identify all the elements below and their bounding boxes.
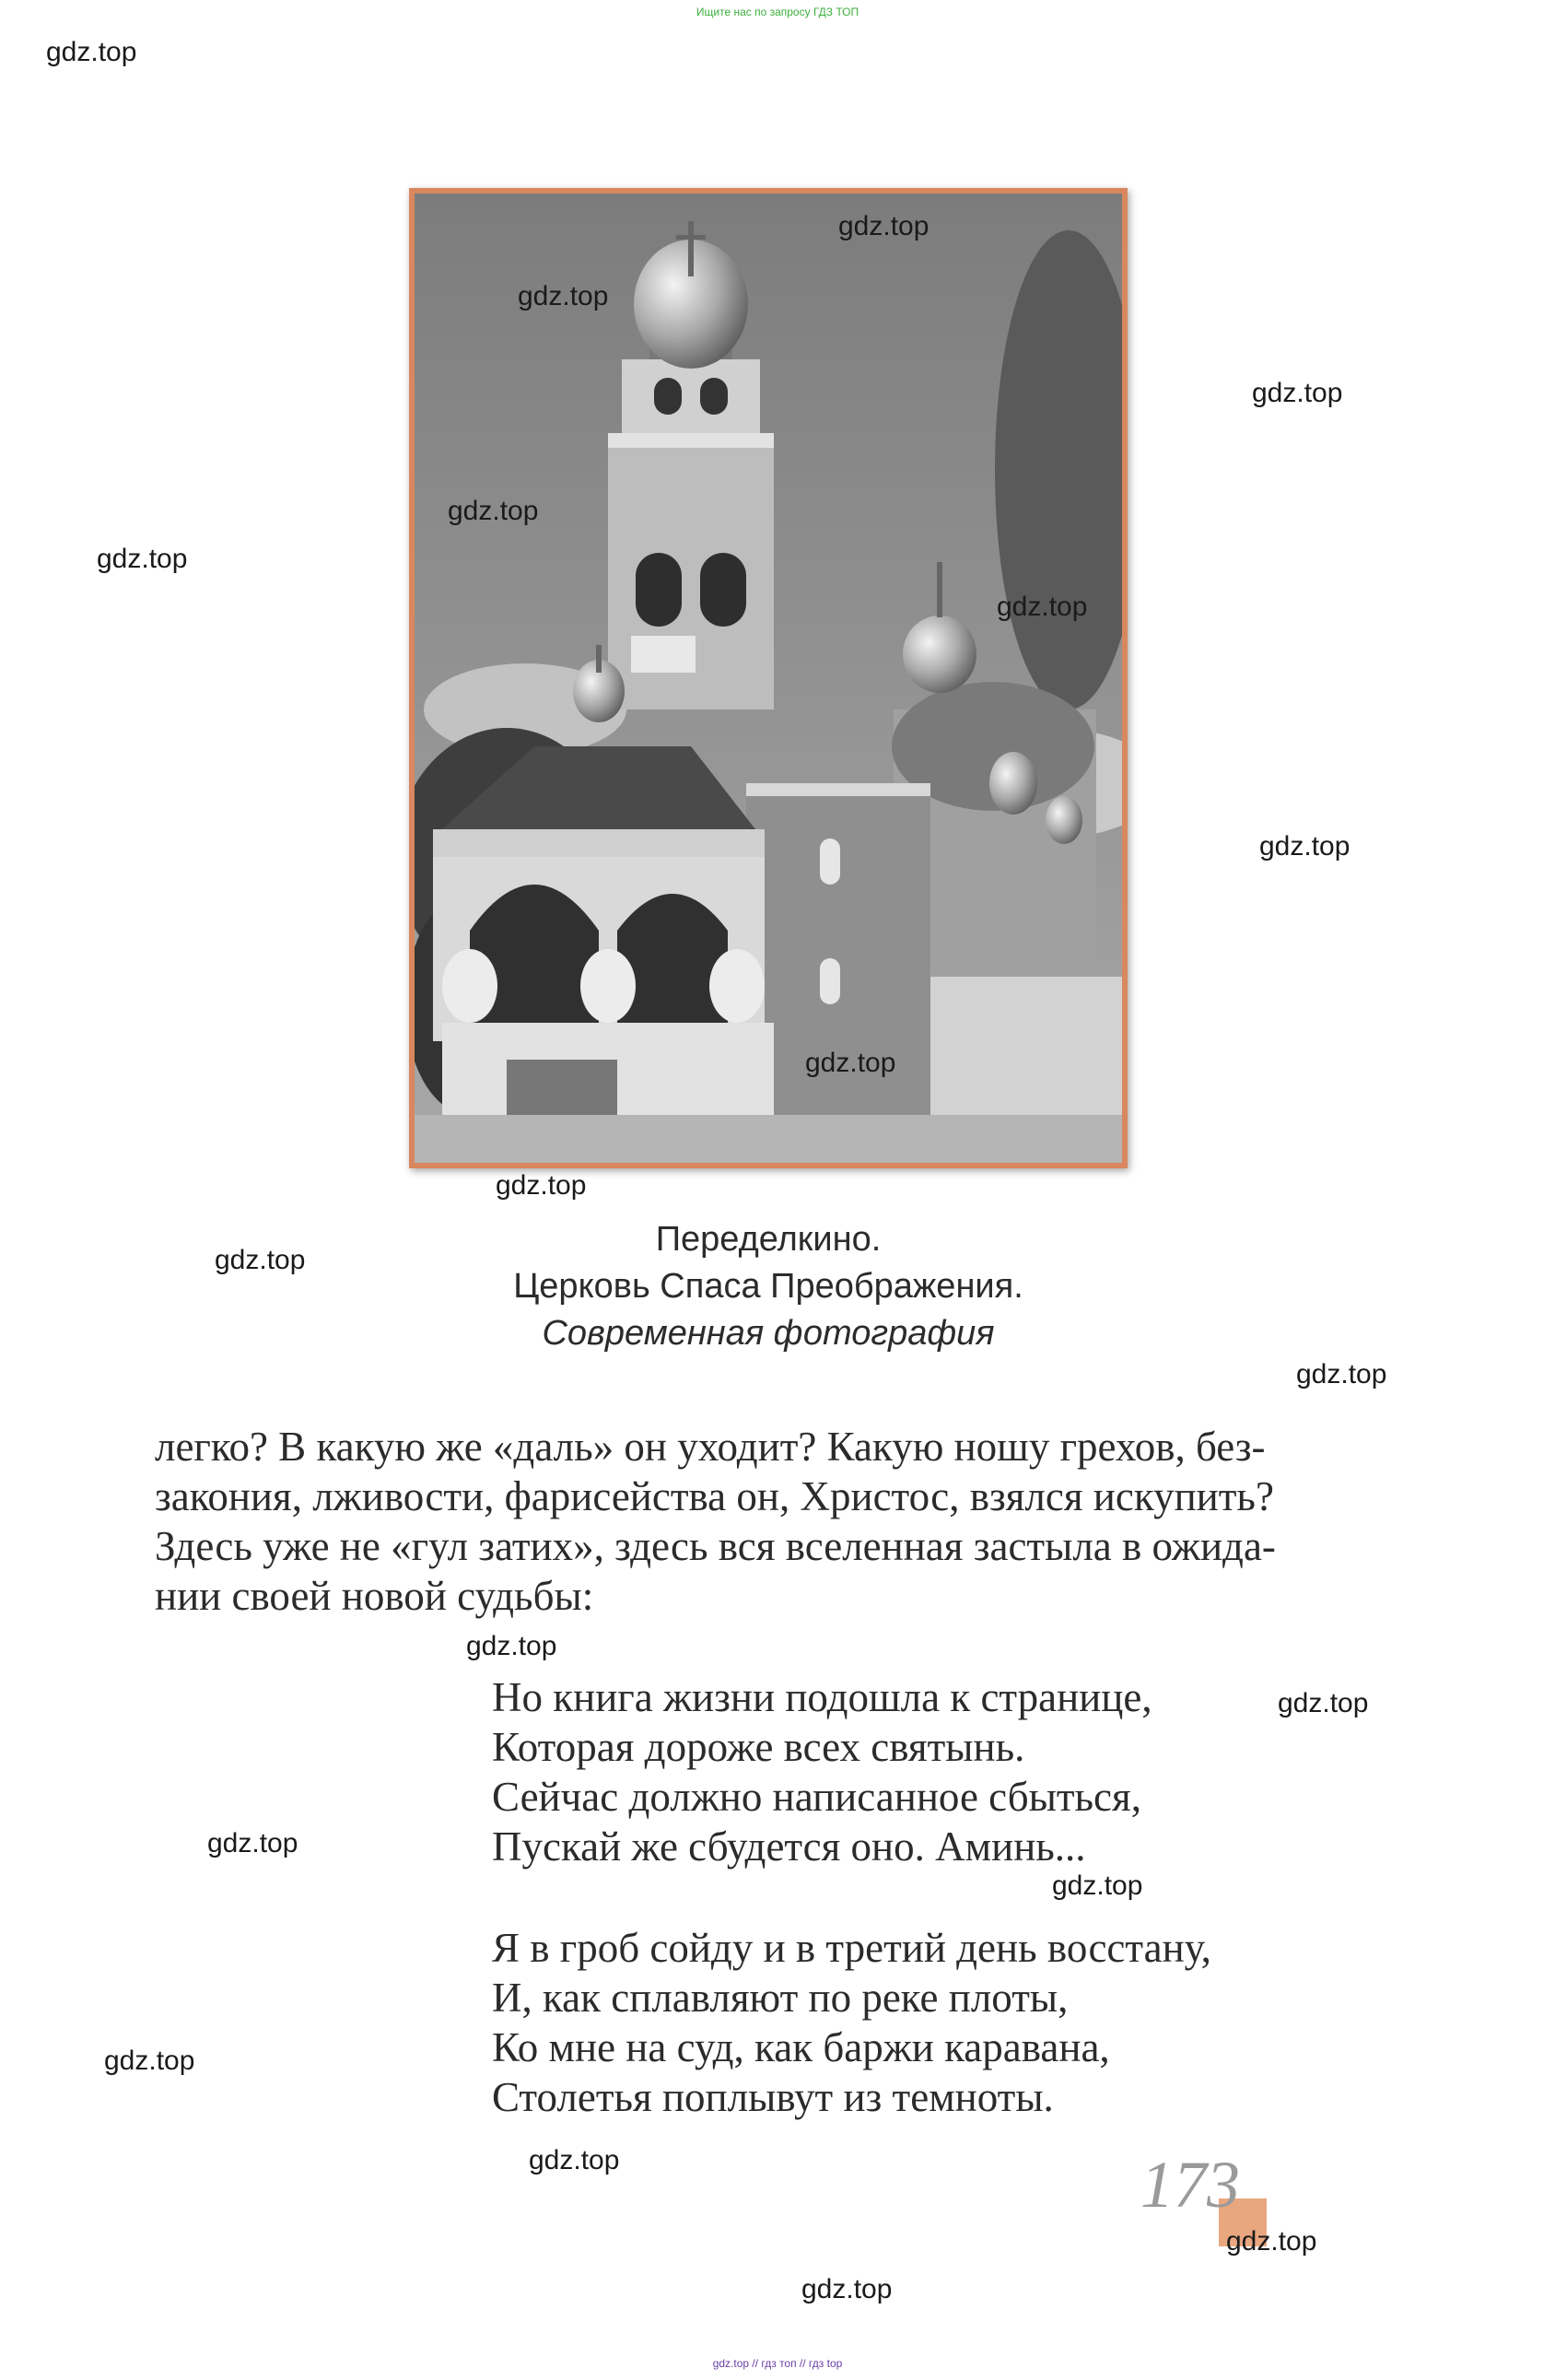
watermark: gdz.top xyxy=(496,1170,587,1201)
watermark: gdz.top xyxy=(466,1631,557,1661)
verse-line: Ко мне на суд, как баржи каравана, xyxy=(492,2024,1110,2070)
verse-stanza-1 xyxy=(492,1672,1152,1871)
watermark: gdz.top xyxy=(1278,1688,1369,1718)
caption-line-2: Церковь Спаса Преображения. xyxy=(513,1267,1023,1306)
watermark: gdz.top xyxy=(518,281,609,311)
caption-line-1: Переделкино. xyxy=(655,1220,882,1259)
watermark: gdz.top xyxy=(46,37,137,67)
watermark: gdz.top xyxy=(1052,1870,1143,1901)
watermark: gdz.top xyxy=(529,2145,620,2175)
watermark: gdz.top xyxy=(207,1828,298,1858)
verse-stanza-2 xyxy=(492,1923,1211,2122)
watermark: gdz.top xyxy=(801,2274,893,2304)
prose-line: закония, лживости, фарисейства он, Христос, взялся искупить? xyxy=(155,1473,1274,1519)
prose-line: Здесь уже не «гул затих», здесь вся вселенная застыла в ожида- xyxy=(155,1523,1276,1569)
page-number: 173 xyxy=(1140,2148,1240,2222)
caption-line-3: Современная фотография xyxy=(542,1314,995,1353)
prose-line: легко? В какую же «даль» он уходит? Какую ношу грехов, без- xyxy=(155,1424,1266,1470)
verse-line: Которая дороже всех святынь. xyxy=(492,1724,1025,1770)
verse-line: Столетья поплывут из темноты. xyxy=(492,2074,1054,2120)
prose-line: нии своей новой судьбы: xyxy=(155,1573,594,1619)
watermark: gdz.top xyxy=(1296,1359,1387,1389)
watermark: gdz.top xyxy=(104,2046,195,2076)
watermark: gdz.top xyxy=(1226,2226,1317,2257)
photo-caption xyxy=(409,1216,1128,1357)
watermark: gdz.top xyxy=(1259,831,1350,862)
verse-line: Я в гроб сойду и в третий день восстану, xyxy=(492,1925,1211,1971)
watermark: gdz.top xyxy=(805,1048,896,1078)
watermark: gdz.top xyxy=(97,544,188,574)
watermark: gdz.top xyxy=(215,1245,306,1275)
verse-line: Но книга жизни подошла к странице, xyxy=(492,1674,1152,1720)
watermark: gdz.top xyxy=(838,211,929,241)
church-photo xyxy=(409,188,1128,1168)
verse-line: Пускай же сбудется оно. Аминь... xyxy=(492,1823,1086,1870)
verse-line: И, как сплавляют по реке плоты, xyxy=(492,1975,1069,2021)
watermark: gdz.top xyxy=(448,496,539,526)
prose-paragraph xyxy=(155,1422,1389,1621)
top-banner: Ищите нас по запросу ГДЗ ТОП xyxy=(696,6,859,18)
watermark: gdz.top xyxy=(997,592,1088,622)
bottom-banner: gdz.top // гдз топ // гдз top xyxy=(712,2357,843,2370)
church-illustration xyxy=(415,193,1122,1163)
verse-line: Сейчас должно написанное сбыться, xyxy=(492,1774,1141,1820)
watermark: gdz.top xyxy=(1252,378,1343,408)
